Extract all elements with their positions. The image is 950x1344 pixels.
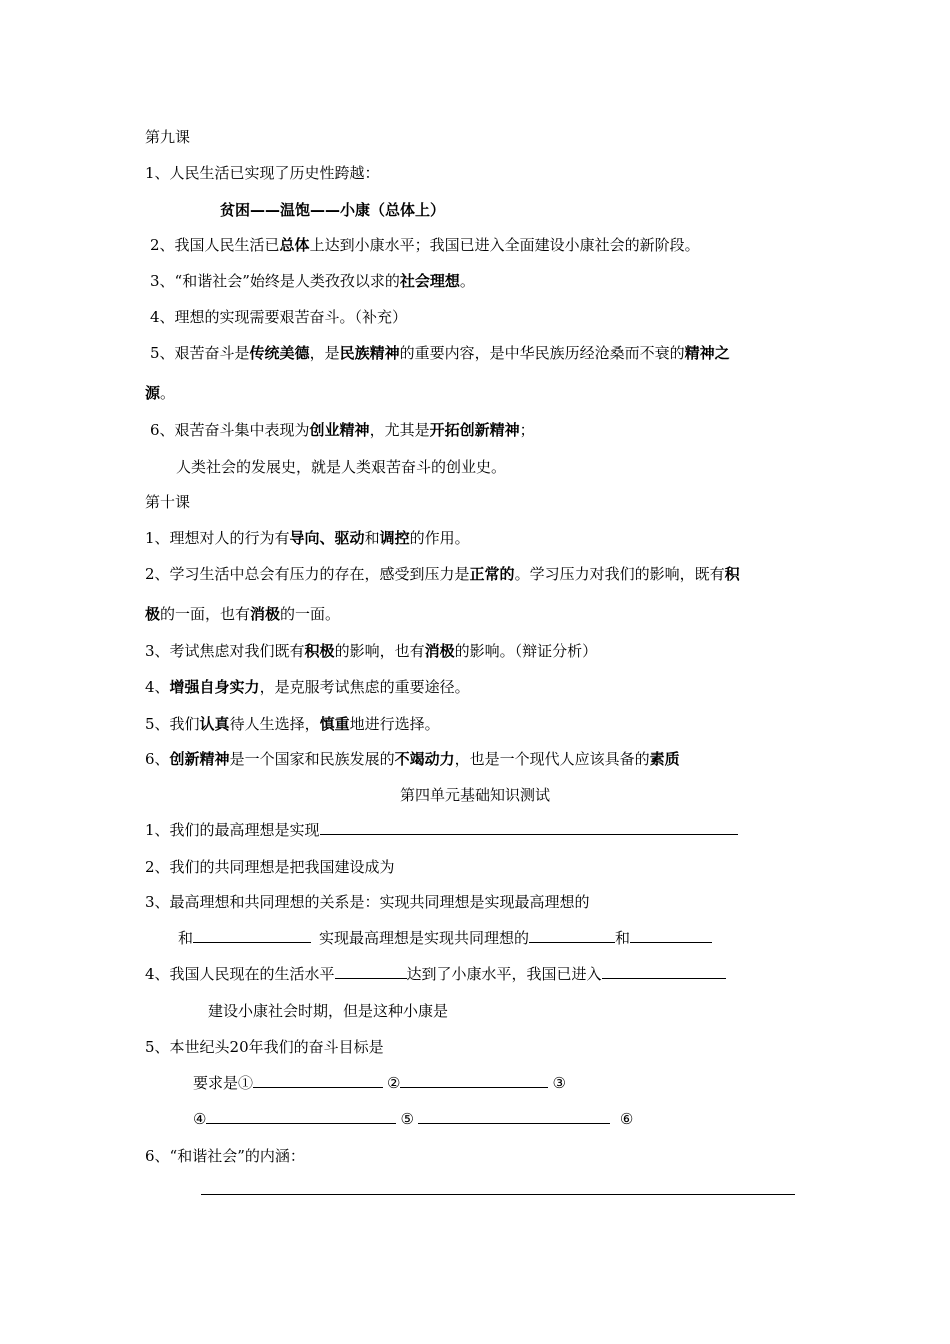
lesson9-item-3: 3、“和谐社会”始终是人类孜孜以求的社会理想。 — [150, 272, 475, 290]
lesson10-item-6: 6、创新精神是一个国家和民族发展的不竭动力，也是一个现代人应该具备的素质 — [145, 750, 680, 768]
answer-blank[interactable] — [320, 819, 738, 835]
test-question-2: 2、我们的共同理想是把我国建设成为 — [145, 858, 395, 876]
answer-line[interactable] — [201, 1194, 795, 1195]
lesson10-heading: 第十课 — [145, 493, 191, 511]
lesson10-item-5: 5、我们认真待人生选择，慎重地进行选择。 — [145, 715, 440, 733]
test-question-6: 6、“和谐社会”的内涵： — [145, 1147, 305, 1165]
lesson9-item-2: 2、我国人民生活已总体上达到小康水平；我国已进入全面建设小康社会的新阶段。 — [150, 236, 700, 254]
lesson9-heading: 第九课 — [145, 128, 191, 146]
lesson10-item-2-cont: 极的一面，也有消极的一面。 — [145, 605, 341, 623]
answer-blank[interactable] — [529, 927, 615, 943]
test-question-5-requirements-cont: ④ ⑤ ⑥ — [193, 1110, 634, 1128]
lesson10-item-2: 2、学习生活中总会有压力的存在，感受到压力是正常的。学习压力对我们的影响，既有积 — [145, 565, 740, 583]
test-question-5: 5、本世纪头20年我们的奋斗目标是 — [145, 1038, 384, 1056]
test-question-3-cont: 和 实现最高理想是实现共同理想的 和 — [178, 927, 712, 949]
lesson9-item-6: 6、艰苦奋斗集中表现为创业精神，尤其是开拓创新精神； — [150, 421, 535, 439]
answer-blank[interactable] — [630, 927, 712, 943]
test-question-4-cont: 建设小康社会时期，但是这种小康是 — [208, 1002, 449, 1020]
lesson9-item-5-cont: 源。 — [145, 384, 176, 402]
lesson9-note: 人类社会的发展史，就是人类艰苦奋斗的创业史。 — [176, 458, 507, 476]
test-question-3: 3、最高理想和共同理想的关系是：实现共同理想是实现最高理想的 — [145, 893, 590, 911]
answer-blank[interactable] — [206, 1108, 396, 1124]
lesson9-item-4: 4、理想的实现需要艰苦奋斗。（补充） — [150, 308, 408, 326]
lesson10-item-4: 4、增强自身实力，是克服考试焦虑的重要途径。 — [145, 678, 470, 696]
answer-blank[interactable] — [193, 927, 311, 943]
answer-blank[interactable] — [418, 1108, 610, 1124]
test-question-5-requirements: 要求是① ② ③ — [193, 1074, 566, 1092]
lesson9-item-1: 1、人民生活已实现了历史性跨越： — [145, 164, 380, 182]
test-question-1: 1、我们的最高理想是实现 — [145, 819, 738, 841]
lesson9-stages: 贫困——温饱——小康（总体上） — [220, 201, 446, 219]
answer-blank[interactable] — [335, 963, 407, 979]
lesson9-item-5: 5、艰苦奋斗是传统美德，是民族精神的重要内容，是中华民族历经沧桑而不衰的精神之 — [150, 344, 730, 362]
lesson10-item-1: 1、理想对人的行为有导向、驱动和调控的作用。 — [145, 529, 470, 547]
test-title: 第四单元基础知识测试 — [399, 786, 550, 804]
lesson10-item-3: 3、考试焦虑对我们既有积极的影响，也有消极的影响。（辩证分析） — [145, 642, 598, 660]
test-question-4: 4、我国人民现在的生活水平 达到了小康水平，我国已进入 — [145, 963, 726, 985]
answer-blank[interactable] — [602, 963, 726, 979]
answer-blank[interactable] — [400, 1072, 548, 1088]
answer-blank[interactable] — [253, 1072, 383, 1088]
